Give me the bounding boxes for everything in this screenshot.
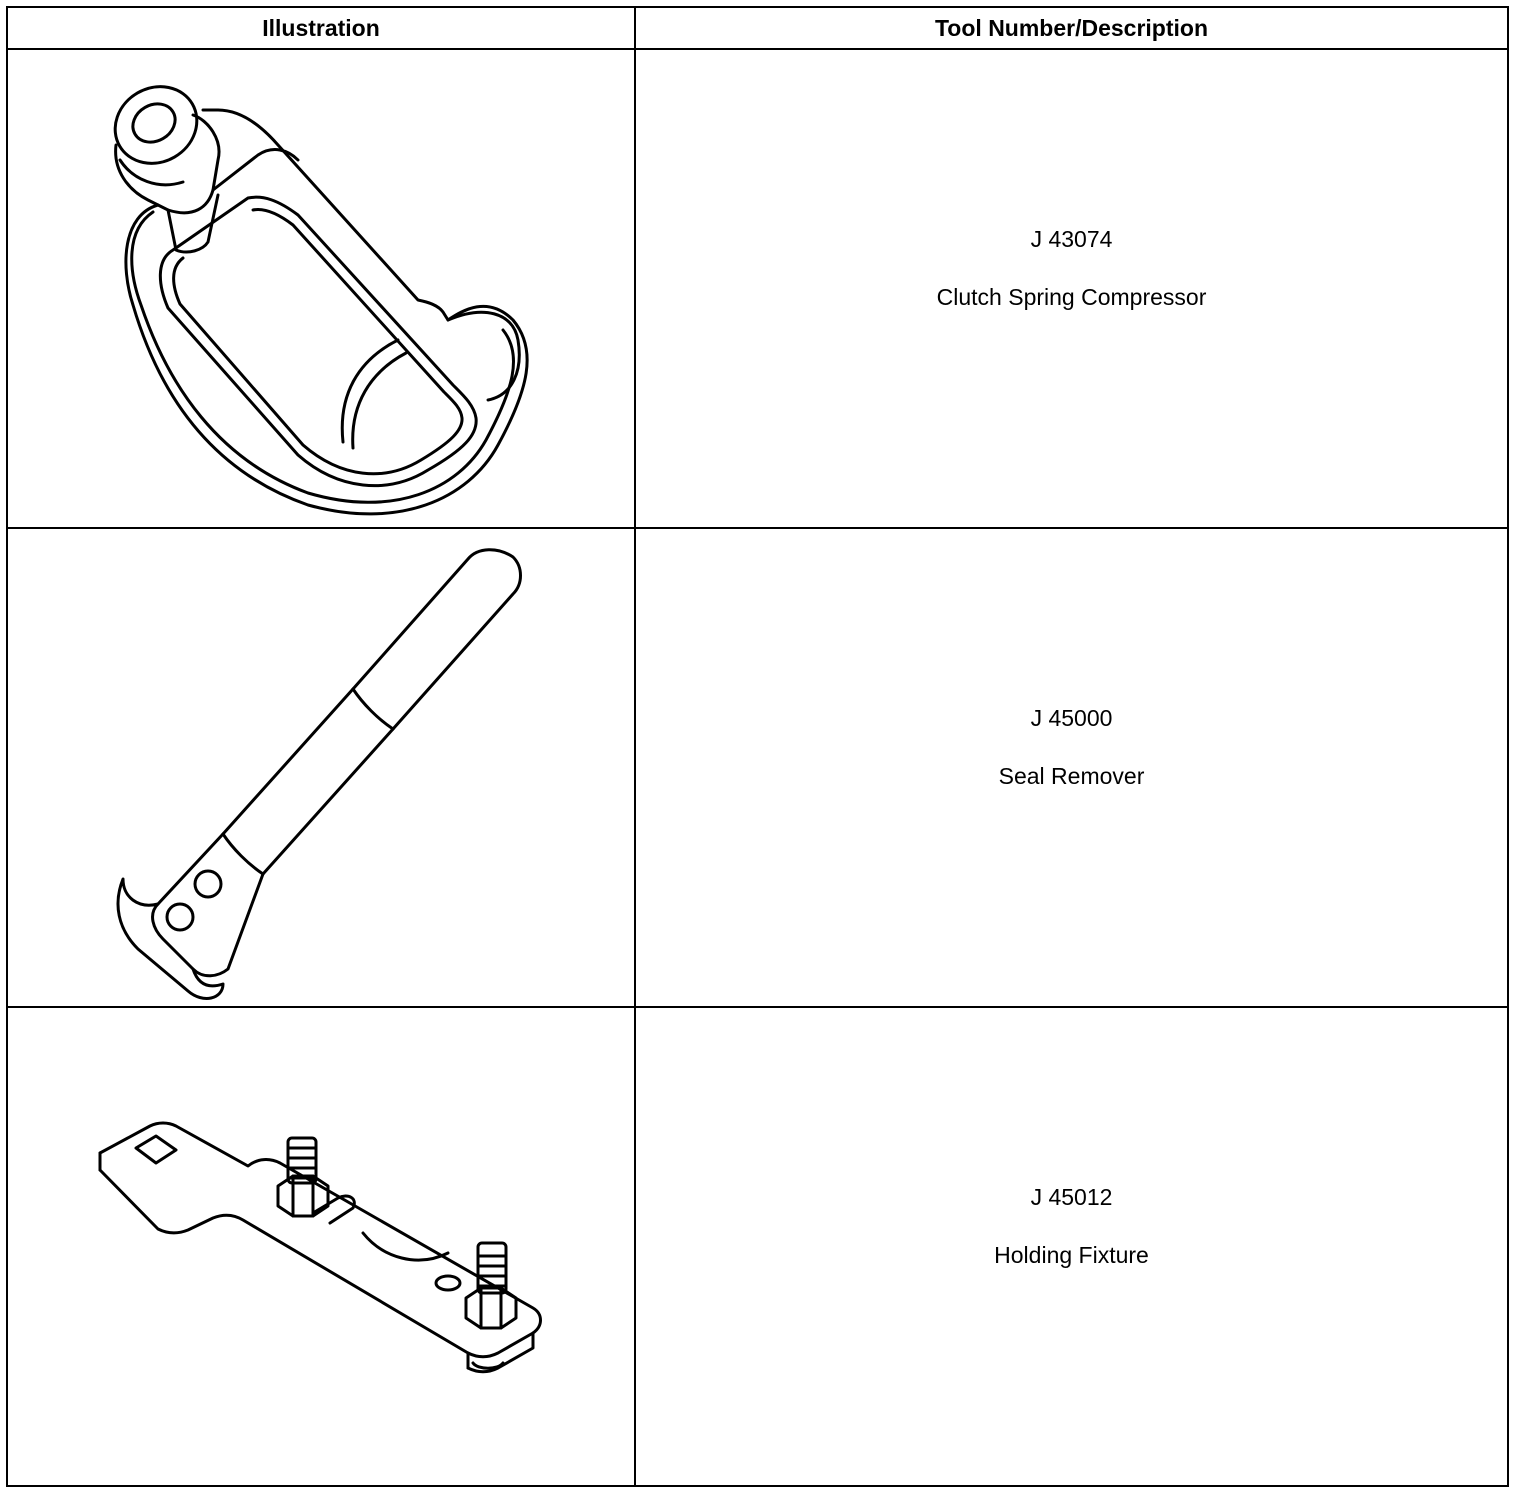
illustration-cell: [7, 528, 635, 1007]
tool-info: [636, 226, 1507, 311]
tool-table: [6, 6, 1509, 1487]
description-cell: [635, 528, 1508, 1007]
clutch-spring-compressor-icon: [8, 50, 636, 527]
tool-number: J 45000: [1030, 705, 1113, 731]
tool-number: J 45012: [1030, 1184, 1113, 1210]
table-row: [7, 1007, 1508, 1486]
tool-info: [636, 1184, 1507, 1269]
tool-name: Holding Fixture: [994, 1242, 1149, 1268]
tool-info: [636, 705, 1507, 790]
tool-number: J 43074: [1030, 226, 1113, 252]
header-illustration: Illustration: [7, 7, 635, 49]
holding-fixture-icon: [8, 1008, 636, 1485]
tool-name: Seal Remover: [998, 763, 1145, 789]
header-tool-description: Tool Number/Description: [635, 7, 1508, 49]
description-cell: [635, 49, 1508, 528]
header-row: [7, 7, 1508, 49]
description-cell: [635, 1007, 1508, 1486]
tool-name: Clutch Spring Compressor: [936, 284, 1207, 310]
table-row: [7, 528, 1508, 1007]
illustration-cell: [7, 49, 635, 528]
illustration-cell: [7, 1007, 635, 1486]
table-row: [7, 49, 1508, 528]
seal-remover-icon: [8, 529, 636, 1006]
